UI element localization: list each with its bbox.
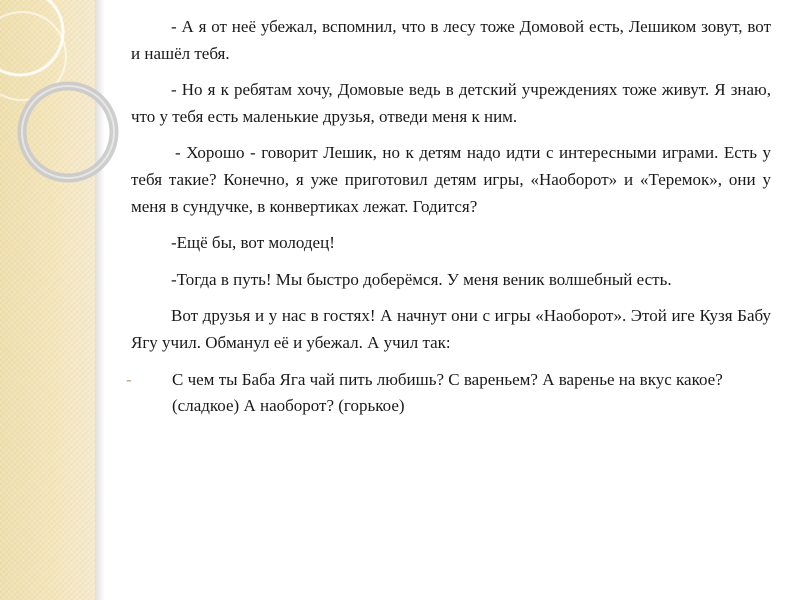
paragraph-3: - Хорошо - говорит Лешик, но к детям надо идти с интересными играми. Есть у тебя такие? Конечно, я уже приготовил детям игры, «Наоборот» и «Теремок», они у меня в сундучке, в конвертиках лежат. Годится? <box>131 143 771 216</box>
bullet-list-item <box>126 367 771 420</box>
paragraph-6: Вот друзья и у нас в гостях! А начнут они с игры «Наоборот». Этой иге Кузя Бабу Ягу учил. Обманул её и убежал. А учил так: <box>131 306 771 352</box>
text-body <box>126 14 771 420</box>
bullet-text: С чем ты Баба Яга чай пить любишь? С вареньем? А варенье на вкус какое? (сладкое) А наоборот? (горькое) <box>172 369 723 416</box>
decorative-rings <box>0 0 150 600</box>
paragraph-2: - Но я к ребятам хочу, Домовые ведь в детский учреждениях тоже живут. Я знаю, что у тебя есть маленькие друзья, отведи меня к ним. <box>131 80 771 126</box>
bullet-marker: - <box>126 369 132 389</box>
paragraph-4: -Ещё бы, вот молодец! <box>171 233 335 253</box>
paragraph-1: - А я от неё убежал, вспомнил, что в лесу тоже Домовой есть, Лешиком зовут, вот и нашёл тебя. <box>131 17 771 63</box>
ring-middle-highlight <box>22 86 114 178</box>
paragraph-5: -Тогда в путь! Мы быстро доберёмся. У меня веник волшебный есть. <box>171 269 672 289</box>
ring-top-large <box>0 0 63 75</box>
